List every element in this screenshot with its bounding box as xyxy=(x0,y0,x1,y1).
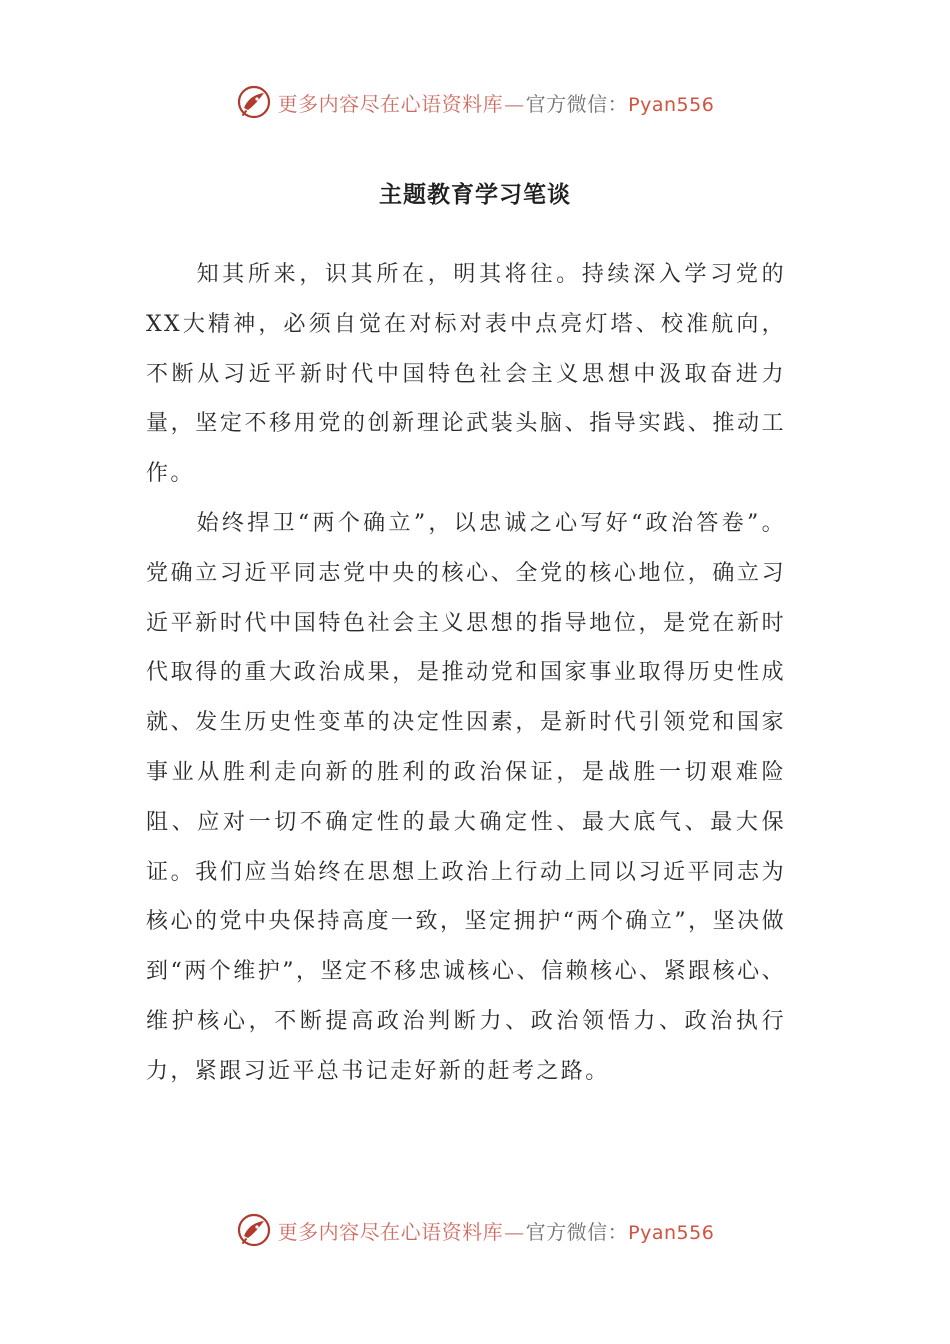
footer-wechat-id: Pyan556 xyxy=(628,1221,715,1244)
footer-wechat-label: 官方微信： xyxy=(525,1219,629,1244)
footer-library-text: 更多内容尽在心语资料库 xyxy=(277,1219,504,1244)
header-watermark-banner xyxy=(0,84,950,120)
header-library-text: 更多内容尽在心语资料库 xyxy=(277,91,504,116)
body-paragraph-2: 始终捍卫“两个确立”，以忠诚之心写好“政治答卷”。党确立习近平同志党中央的核心、全党的核心地位，确立习近平新时代中国特色社会主义思想的指导地位，是党在新时代取得的重大政治成果，是推动党和国家事业取得历史性成就、发生历史性变革的决定性因素，是新时代引领党和国家事业从胜利走向新的胜利的政治保证，是战胜一切艰难险阻、应对一切不确定性的最大确定性、最大底气、最大保证。我们应当始终在思想上政治上行动上同以习近平同志为核心的党中央保持高度一致，坚定拥护“两个确立”，坚决做到“两个维护”，坚定不移忠诚核心、信赖核心、紧跟核心、维护核心，不断提高政治判断力、政治领悟力、政治执行力，紧跟习近平总书记走好新的赶考之路。 xyxy=(146,510,786,1084)
pen-nib-logo-icon xyxy=(236,1212,272,1248)
document-body xyxy=(146,250,786,1097)
document-title: 主题教育学习笔谈 xyxy=(379,181,571,208)
footer-watermark-banner xyxy=(0,1212,950,1248)
header-wechat-label: 官方微信： xyxy=(525,91,629,116)
footer-banner-text xyxy=(278,1216,715,1245)
body-paragraph-1: 知其所来，识其所在，明其将往。持续深入学习党的XX大精神，必须自觉在对标对表中点亮灯塔、校准航向，不断从习近平新时代中国特色社会主义思想中汲取奋进力量，坚定不移用党的创新理论武装头脑、指导实践、推动工作。 xyxy=(146,262,786,487)
header-dash: — xyxy=(504,91,525,116)
header-banner-text xyxy=(278,88,715,117)
footer-dash: — xyxy=(504,1219,525,1244)
header-wechat-id: Pyan556 xyxy=(628,93,715,116)
pen-nib-logo-icon xyxy=(236,84,272,120)
